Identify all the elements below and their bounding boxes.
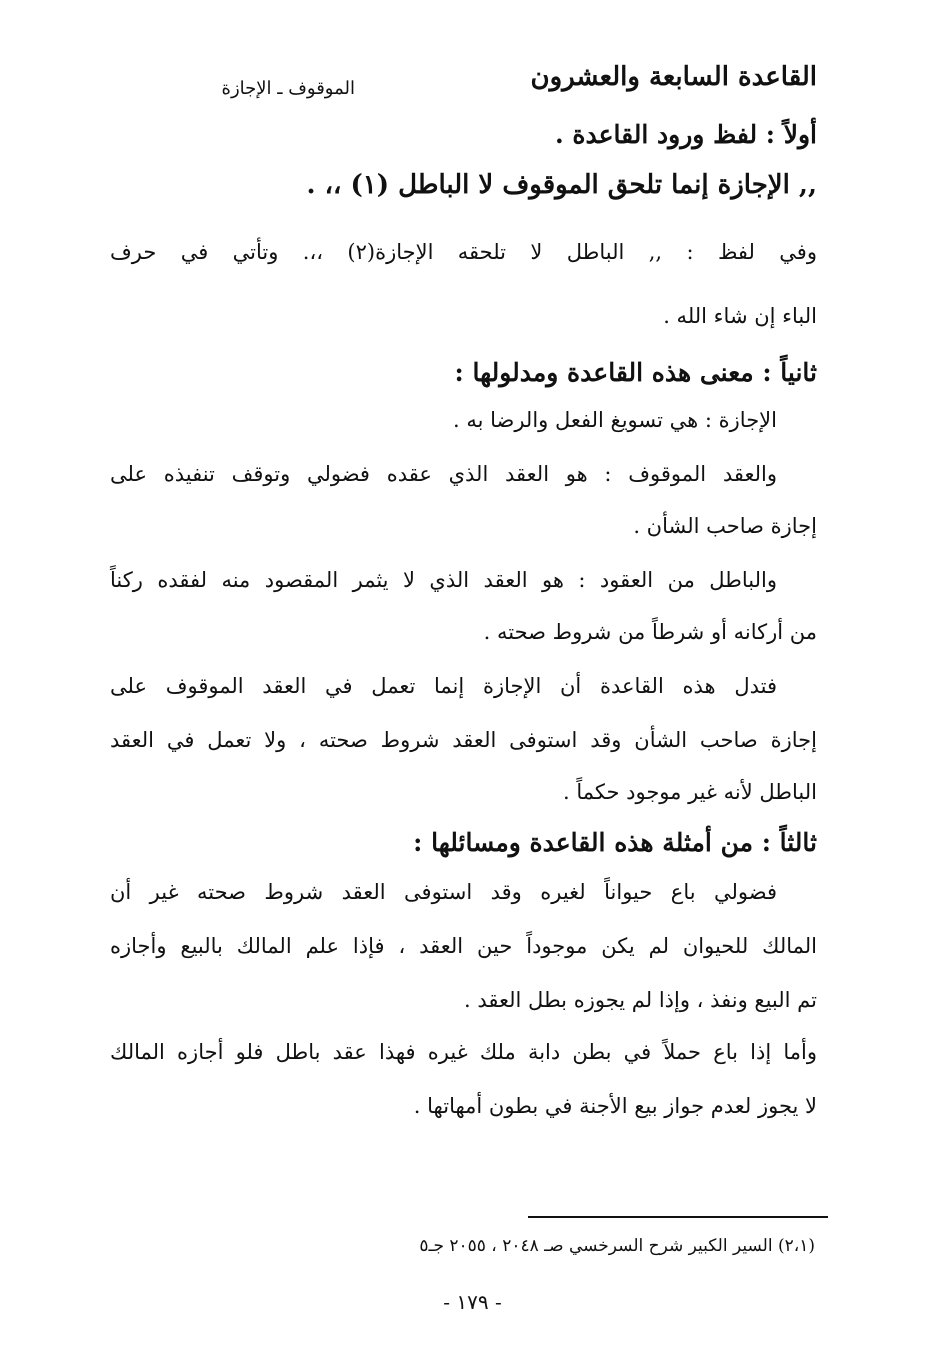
section-heading-3: ثالثاً : من أمثلة هذه القاعدة ومسائلها :: [413, 828, 817, 857]
alt-wording-line-1: وفي لفظ : ,, الباطل لا تلحقه الإجازة(٢) ،،. وتأتي في حرف: [110, 240, 817, 264]
definition-mawquf-line-1: والعقد الموقوف : هو العقد الذي عقده فضولي وتوقف تنفيذه على: [110, 462, 777, 486]
example-2-line-2: لا يجوز لعدم جواز بيع الأجنة في بطون أمهاتها .: [413, 1094, 817, 1118]
running-header: الموقوف ـ الإجازة: [221, 78, 355, 99]
meaning-line-3: الباطل لأنه غير موجود حكماً .: [562, 780, 817, 804]
rule-text: ,, الإجازة إنما تلحق الموقوف لا الباطل (١) ،، .: [306, 170, 817, 200]
section-heading-1: أولاً : لفظ ورود القاعدة .: [554, 120, 817, 149]
definition-ijaza: الإجازة : هي تسويغ الفعل والرضا به .: [452, 408, 777, 432]
definition-batil-line-2: من أركانه أو شرطاً من شروط صحته .: [483, 620, 817, 644]
alt-wording-line-2: الباء إن شاء الله .: [663, 304, 817, 328]
definition-batil-line-1: والباطل من العقود : هو العقد الذي لا يثمر المقصود منه لفقده ركناً: [110, 568, 777, 592]
example-1-line-1: فضولي باع حيواناً لغيره وقد استوفى العقد شروط صحته غير أن: [110, 880, 777, 904]
meaning-line-1: فتدل هذه القاعدة أن الإجازة إنما تعمل في العقد الموقوف على: [110, 674, 777, 698]
footnote-divider: [528, 1216, 828, 1218]
definition-mawquf-line-2: إجازة صاحب الشأن .: [633, 514, 817, 538]
footnote: (٢،١) السير الكبير شرح السرخسي صـ ٢٠٤٨ ، ٢٠٥٥ جـ٥: [419, 1236, 815, 1256]
page-number: - ١٧٩ -: [443, 1290, 502, 1314]
meaning-line-2: إجازة صاحب الشأن وقد استوفى العقد شروط صحته ، ولا تعمل في العقد: [110, 728, 817, 752]
example-2-line-1: وأما إذا باع حملاً في بطن دابة ملك غيره فهذا عقد باطل فلو أجازه المالك: [110, 1040, 817, 1064]
example-1-line-2: المالك للحيوان لم يكن موجوداً حين العقد ، فإذا علم المالك بالبيع وأجازه: [110, 934, 817, 958]
section-heading-2: ثانياً : معنى هذه القاعدة ومدلولها :: [454, 358, 817, 387]
chapter-title: القاعدة السابعة والعشرون: [530, 62, 817, 92]
example-1-line-3: تم البيع ونفذ ، وإذا لم يجوزه بطل العقد .: [464, 988, 817, 1012]
